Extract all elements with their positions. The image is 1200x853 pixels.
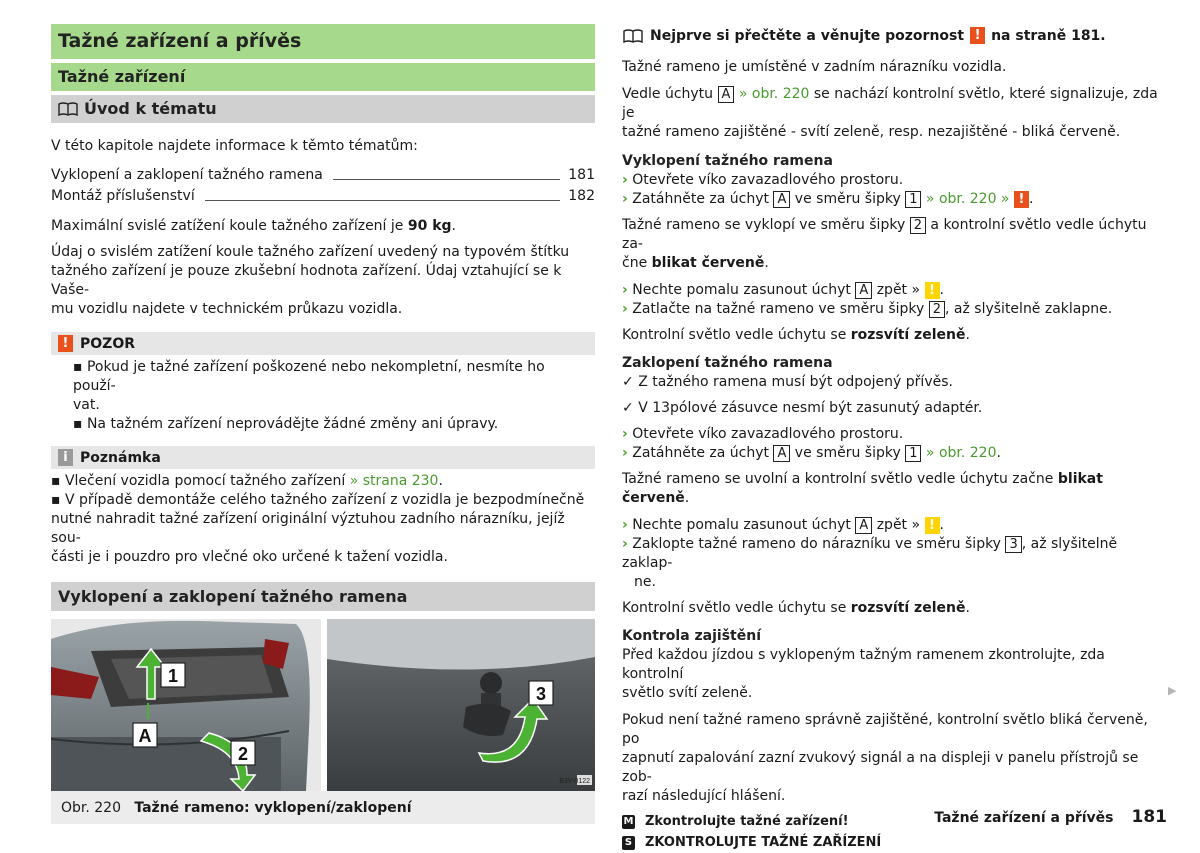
paragraph: Tažné rameno se vyklopí ve směru šipky 2 a kontrolní světlo vedle úchytu za- čne blikat červeně. [622, 217, 1147, 271]
paragraph [622, 711, 1167, 806]
s-display-icon: S [622, 836, 635, 850]
figure-label-1: 1 [167, 666, 179, 686]
step-text: Zatáhněte za úchyt [632, 191, 769, 207]
label-box-1: 1 [905, 445, 921, 462]
page-footer [934, 807, 1167, 827]
step-text: Otevřete víko zavazadlového prostoru. [632, 172, 904, 188]
toc-leader [333, 179, 560, 180]
read-first-line [622, 27, 1167, 44]
intro-text: V této kapitole najdete informace k těmto tématům: [51, 138, 418, 154]
step-text: Zatáhněte za úchyt [632, 445, 769, 461]
label-box-a: A [855, 517, 872, 534]
toc-item-label: Vyklopení a zaklopení tažného ramena [51, 167, 323, 183]
book-icon [622, 29, 644, 43]
step: › Zaklopte tažné rameno do nárazníku ve směru šipky 3 , až slyšitelně zaklap- [622, 536, 1118, 571]
figure-illustration [51, 619, 595, 791]
figure-caption [51, 791, 595, 824]
bold-text: blikat červeně [651, 255, 765, 271]
page-link[interactable]: » strana 230 [349, 473, 439, 489]
chapter-title: Tažné zařízení a přívěs [51, 24, 595, 59]
step-text: ve směru šipky [794, 191, 901, 207]
figure-label-2: 2 [237, 744, 249, 764]
section-2-title: Vyklopení a zaklopení tažného ramena [51, 582, 595, 611]
text: a kontrolní světlo vedle úchytu za- [622, 217, 1147, 252]
subheading-in: Zaklopení tažného ramena [622, 355, 833, 371]
toc-leader [205, 200, 561, 201]
info-line: Údaj o svislém zatížení koule tažného zařízení uvedený na typovém štítku [51, 244, 570, 260]
note-line: ▪ V případě demontáže celého tažného zařízení z vozidla je bezpodmínečně [51, 492, 585, 508]
subheading-check: Kontrola zajištění [622, 628, 762, 644]
text: Tažné rameno se uvolní a kontrolní světlo vedle úchytu začne [622, 471, 1054, 487]
step: › Otevřete víko zavazadlového prostoru. [622, 426, 904, 442]
step-cont: ne. [634, 574, 656, 590]
step-text: , až slyšitelně zaklap- [622, 536, 1118, 571]
paragraph [622, 646, 1167, 703]
warning-item-cont [61, 396, 585, 415]
label-box-a: A [855, 282, 872, 299]
max-load-value: 90 kg [407, 218, 452, 234]
step: › Nechte pomalu zasunout úchyt A zpět » ! . [622, 282, 944, 298]
step-text: , až slyšitelně zaklapne. [945, 301, 1113, 317]
read-first-page: na straně 181. [991, 27, 1106, 44]
section-title: Tažné zařízení [51, 63, 595, 91]
step: › Otevřete víko zavazadlového prostoru. [622, 172, 904, 188]
label-box-a: A [718, 86, 735, 103]
note-title: Poznámka [80, 449, 161, 466]
display-message-s [622, 832, 1167, 853]
step: › Zatlačte na tažné rameno ve směru šipky 2 , až slyšitelně zaklapne. [622, 301, 1113, 317]
paragraph: Kontrolní světlo vedle úchytu se rozsvítí zeleně. [622, 327, 970, 343]
info-paragraph [51, 243, 595, 319]
note-line: části je i pouzdro pro vlečné oko určené k tažení vozidla. [51, 549, 448, 565]
text: Kontrolní světlo vedle úchytu se [622, 327, 847, 343]
note-item [51, 491, 595, 567]
toc-item-page: 182 [568, 188, 595, 204]
info-line: mu vozidlu najdete v technickém průkazu vozidla. [51, 301, 403, 317]
label-box-a: A [773, 191, 790, 208]
max-load-text: Maximální svislé zatížení koule tažného zařízení je [51, 218, 408, 234]
bold-text: rozsvítí zeleně [850, 327, 966, 343]
paragraph: Tažné rameno je umístěné v zadním nárazníku vozidla. [622, 59, 1007, 75]
page-number: 181 [1131, 807, 1167, 827]
bold-text: rozsvítí zeleně [850, 600, 966, 616]
continue-arrow-icon: ▶ [1168, 684, 1177, 697]
toc-item-label: Montáž příslušenství [51, 188, 195, 204]
toc-item[interactable] [51, 165, 595, 186]
text: Pokud není tažné rameno správně zajištěné, kontrolní světlo bliká červeně, po [622, 712, 1148, 747]
step-text: ve směru šipky [794, 445, 901, 461]
intro-header [51, 95, 595, 123]
step: › Nechte pomalu zasunout úchyt A zpět » ! . [622, 517, 944, 533]
text: Tažné rameno se vyklopí ve směru šipky [622, 217, 906, 233]
text: zapnutí zapalování zazní zvukový signál a na displeji v panelu přístrojů se zob- [622, 750, 1139, 785]
warning-icon: ! [58, 335, 73, 352]
note-header [51, 446, 595, 469]
paragraph [622, 85, 1167, 142]
right-column [622, 27, 1167, 853]
step-text: zpět » [876, 282, 921, 298]
figure-link[interactable]: » obr. 220 [925, 445, 997, 461]
m-display-icon: M [623, 816, 634, 827]
toc-item-page: 181 [568, 167, 595, 183]
note-item: ▪ Vlečení vozidla pomocí tažného zařízení » strana 230. [51, 473, 443, 489]
text: Kontrolní světlo vedle úchytu se [622, 600, 847, 616]
label-box-2: 2 [910, 217, 926, 234]
figure-label-a: A [138, 726, 152, 746]
text: Před každou jízdou s vyklopeným tažným ramenem zkontrolujte, zda kontrolní [622, 647, 1105, 682]
display-message-text: Zkontrolujte tažné zařízení! [645, 814, 849, 829]
warning-body [51, 355, 595, 434]
note-box [51, 446, 595, 567]
caption-text: Tažné rameno: vyklopení/zaklopení [134, 800, 412, 816]
info-icon: i [58, 449, 73, 466]
step-text: Nechte pomalu zasunout úchyt [632, 282, 851, 298]
label-box-1: 1 [905, 191, 921, 208]
note-text: Vlečení vozidla pomocí tažného zařízení [64, 473, 350, 489]
caution-icon: ! [925, 282, 940, 299]
caption-number: Obr. 220 [61, 800, 121, 816]
condition-text: Z tažného ramena musí být odpojený přívěs. [638, 374, 953, 390]
caution-icon: ! [925, 517, 940, 534]
label-box-3: 3 [1005, 536, 1021, 553]
max-load-paragraph: Maximální svislé zatížení koule tažného zařízení je 90 kg. [51, 218, 456, 234]
warning-item-text: vat. [73, 397, 100, 413]
warning-item: ▪ Pokud je tažné zařízení poškozené nebo nekompletní, nesmíte ho použí- [73, 359, 545, 394]
step-text: Nechte pomalu zasunout úchyt [632, 517, 851, 533]
figure-220 [51, 619, 595, 791]
step-text: Zatlačte na tažné rameno ve směru šipky [632, 301, 925, 317]
left-column [51, 24, 595, 824]
condition: ✓ V 13pólové zásuvce nesmí být zasunutý adaptér. [622, 400, 983, 416]
warning-icon: ! [1014, 191, 1029, 208]
paragraph: Tažné rameno se uvolní a kontrolní světlo vedle úchytu začne blikat červeně. [622, 471, 1103, 506]
note-line: nutné nahradit tažné zařízení originální výztuhou zadního nárazníku, jejíž sou- [51, 511, 565, 546]
info-line: tažného zařízení je pouze zkušební hodnota zařízení. Údaj vztahující se k Vaše- [51, 263, 562, 298]
label-box-2: 2 [929, 301, 945, 318]
step: › Zatáhněte za úchyt A ve směru šipky 1 » obr. 220 » ! . [622, 191, 1034, 207]
figure-code: B3V-0122 [559, 778, 590, 785]
figure-label-3: 3 [535, 684, 547, 704]
warning-item: ▪ Na tažném zařízení neprovádějte žádné změny ani úpravy. [73, 416, 499, 432]
condition: ✓ Z tažného ramena musí být odpojený přívěs. [622, 374, 953, 390]
warning-box [51, 332, 595, 434]
warning-title: POZOR [80, 335, 135, 352]
subheading-out: Vyklopení tažného ramena [622, 153, 833, 169]
text: čne [622, 255, 648, 271]
text: tažné rameno zajištěné - svítí zeleně, resp. nezajištěné - bliká červeně. [622, 124, 1121, 140]
warning-icon: ! [970, 27, 985, 44]
paragraph: Kontrolní světlo vedle úchytu se rozsvítí zeleně. [622, 600, 970, 616]
warning-header [51, 332, 595, 355]
figure-link[interactable]: » obr. 220 [738, 86, 810, 102]
text: Vedle úchytu [622, 86, 714, 102]
display-message-text: ZKONTROLUJTE TAŽNÉ ZAŘÍZENÍ [645, 835, 882, 850]
figure-link[interactable]: » obr. 220 » [925, 191, 1010, 207]
bold-text: blikat červeně [622, 471, 1103, 506]
text: razí následující hlášení. [622, 788, 786, 804]
warning-item-text: Na tažném zařízení neprovádějte žádné změny ani úpravy. [86, 416, 499, 432]
text: se nachází kontrolní světlo, které signalizuje, zda je [622, 86, 1158, 121]
intro-header-label: Úvod k tématu [84, 99, 217, 118]
step-text: Zaklopte tažné rameno do nárazníku ve směru šipky [632, 536, 1001, 552]
step-text: zpět » [876, 517, 921, 533]
footer-title: Tažné zařízení a přívěs [934, 810, 1114, 826]
condition-text: V 13pólové zásuvce nesmí být zasunutý adaptér. [638, 400, 983, 416]
text: světlo svítí zeleně. [622, 685, 753, 701]
step: › Zatáhněte za úchyt A ve směru šipky 1 » obr. 220. [622, 445, 1001, 461]
toc-item[interactable] [51, 186, 595, 207]
toc-list [51, 165, 595, 207]
warning-item-text: Pokud je tažné zařízení poškozené nebo nekompletní, nesmíte ho použí- [73, 359, 545, 394]
step-text: Otevřete víko zavazadlového prostoru. [632, 426, 904, 442]
label-box-a: A [773, 445, 790, 462]
read-first-text: Nejprve si přečtěte a věnujte pozornost [650, 27, 965, 44]
book-icon [58, 102, 78, 116]
